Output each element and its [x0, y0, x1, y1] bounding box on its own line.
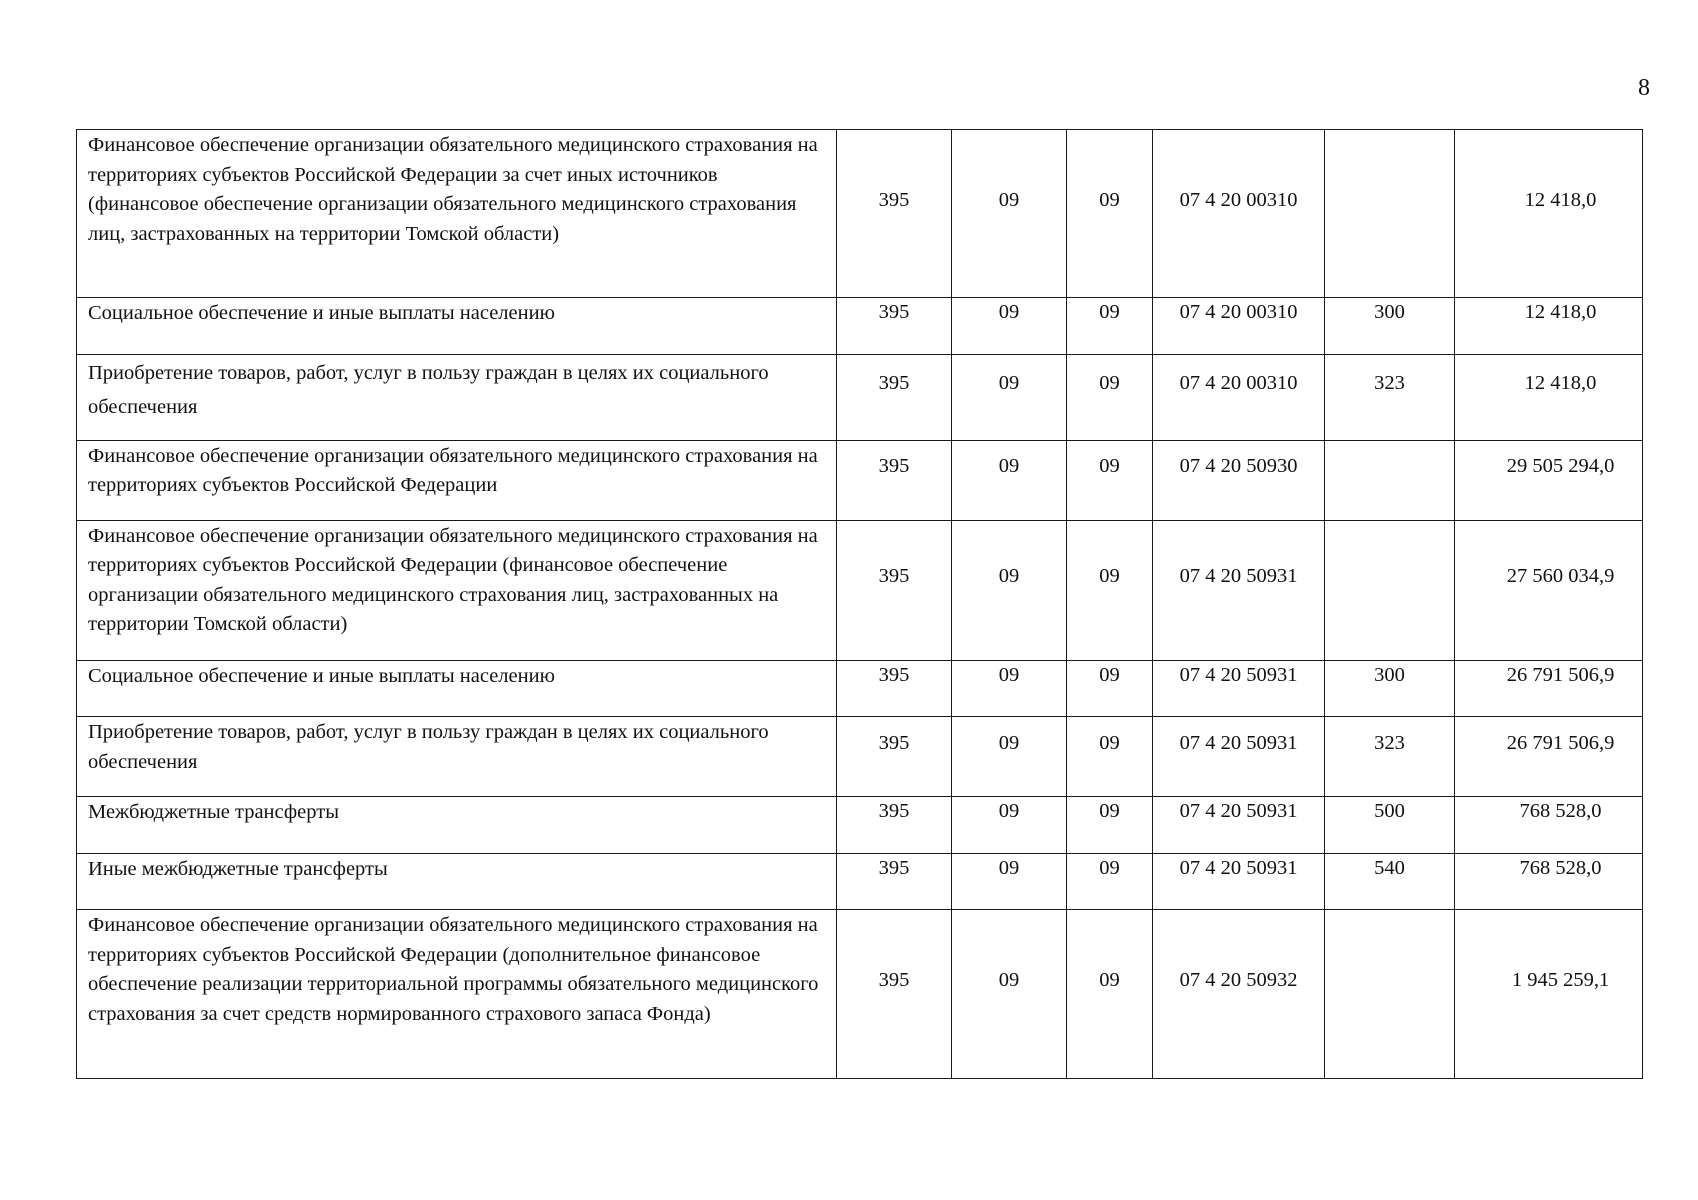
- amount: 768 528,0: [1455, 853, 1643, 910]
- subsection-code: 09: [1067, 797, 1153, 854]
- expense-type-code: 540: [1325, 853, 1455, 910]
- expense-type-code: 323: [1325, 717, 1455, 797]
- target-code: 07 4 20 50930: [1153, 440, 1325, 520]
- target-code: 07 4 20 50931: [1153, 853, 1325, 910]
- row-name: Приобретение товаров, работ, услуг в пользу граждан в целях их социального обеспечения: [77, 354, 837, 440]
- admin-code: 395: [837, 797, 952, 854]
- section-code: 09: [952, 354, 1067, 440]
- target-code: 07 4 20 50932: [1153, 910, 1325, 1079]
- admin-code: 395: [837, 717, 952, 797]
- subsection-code: 09: [1067, 717, 1153, 797]
- target-code: 07 4 20 00310: [1153, 130, 1325, 298]
- expense-type-code: [1325, 130, 1455, 298]
- target-code: 07 4 20 50931: [1153, 520, 1325, 660]
- subsection-code: 09: [1067, 298, 1153, 355]
- amount: 1 945 259,1: [1455, 910, 1643, 1079]
- amount: 12 418,0: [1455, 298, 1643, 355]
- table-row: [77, 910, 1643, 1079]
- subsection-code: 09: [1067, 440, 1153, 520]
- table-row: [77, 717, 1643, 797]
- section-code: 09: [952, 910, 1067, 1079]
- admin-code: 395: [837, 660, 952, 717]
- table-row: [77, 660, 1643, 717]
- section-code: 09: [952, 298, 1067, 355]
- admin-code: 395: [837, 853, 952, 910]
- amount: 26 791 506,9: [1455, 660, 1643, 717]
- target-code: 07 4 20 00310: [1153, 298, 1325, 355]
- section-code: 09: [952, 520, 1067, 660]
- target-code: 07 4 20 50931: [1153, 717, 1325, 797]
- table-row: [77, 298, 1643, 355]
- amount: 12 418,0: [1455, 130, 1643, 298]
- admin-code: 395: [837, 354, 952, 440]
- row-name: Межбюджетные трансферты: [77, 797, 837, 854]
- expense-type-code: 300: [1325, 298, 1455, 355]
- subsection-code: 09: [1067, 520, 1153, 660]
- row-name: Социальное обеспечение и иные выплаты населению: [77, 298, 837, 355]
- admin-code: 395: [837, 298, 952, 355]
- admin-code: 395: [837, 130, 952, 298]
- row-name: Финансовое обеспечение организации обязательного медицинского страхования на территориях субъектов Российской Федерации за счет иных источников (финансовое обеспечение организации обязательного медицинского страхования лиц, застрахованных на территории Томской области): [77, 130, 837, 298]
- row-name: Финансовое обеспечение организации обязательного медицинского страхования на территориях субъектов Российской Федерации: [77, 440, 837, 520]
- amount: 12 418,0: [1455, 354, 1643, 440]
- target-code: 07 4 20 00310: [1153, 354, 1325, 440]
- admin-code: 395: [837, 910, 952, 1079]
- subsection-code: 09: [1067, 910, 1153, 1079]
- table-row: [77, 440, 1643, 520]
- expense-type-code: [1325, 520, 1455, 660]
- table-row: [77, 520, 1643, 660]
- section-code: 09: [952, 853, 1067, 910]
- section-code: 09: [952, 130, 1067, 298]
- section-code: 09: [952, 717, 1067, 797]
- row-name: Приобретение товаров, работ, услуг в пользу граждан в целях их социального обеспечения: [77, 717, 837, 797]
- expense-type-code: [1325, 440, 1455, 520]
- budget-table: [76, 129, 1643, 1079]
- amount: 27 560 034,9: [1455, 520, 1643, 660]
- section-code: 09: [952, 797, 1067, 854]
- amount: 29 505 294,0: [1455, 440, 1643, 520]
- amount: 768 528,0: [1455, 797, 1643, 854]
- table-row: [77, 354, 1643, 440]
- page-number: 8: [1638, 75, 1650, 101]
- expense-type-code: 500: [1325, 797, 1455, 854]
- expense-type-code: [1325, 910, 1455, 1079]
- admin-code: 395: [837, 520, 952, 660]
- subsection-code: 09: [1067, 660, 1153, 717]
- target-code: 07 4 20 50931: [1153, 660, 1325, 717]
- subsection-code: 09: [1067, 130, 1153, 298]
- section-code: 09: [952, 440, 1067, 520]
- subsection-code: 09: [1067, 354, 1153, 440]
- row-name: Социальное обеспечение и иные выплаты населению: [77, 660, 837, 717]
- table-row: [77, 797, 1643, 854]
- table-row: [77, 130, 1643, 298]
- row-name: Иные межбюджетные трансферты: [77, 853, 837, 910]
- row-name: Финансовое обеспечение организации обязательного медицинского страхования на территориях субъектов Российской Федерации (финансовое обеспечение организации обязательного медицинского страхования лиц, застрахованных на территории Томской области): [77, 520, 837, 660]
- admin-code: 395: [837, 440, 952, 520]
- amount: 26 791 506,9: [1455, 717, 1643, 797]
- expense-type-code: 300: [1325, 660, 1455, 717]
- target-code: 07 4 20 50931: [1153, 797, 1325, 854]
- subsection-code: 09: [1067, 853, 1153, 910]
- row-name: Финансовое обеспечение организации обязательного медицинского страхования на территориях субъектов Российской Федерации (дополнительное финансовое обеспечение реализации территориальной программы обязательного медицинского страхования за счет средств нормированного страхового запаса Фонда): [77, 910, 837, 1079]
- section-code: 09: [952, 660, 1067, 717]
- expense-type-code: 323: [1325, 354, 1455, 440]
- table-row: [77, 853, 1643, 910]
